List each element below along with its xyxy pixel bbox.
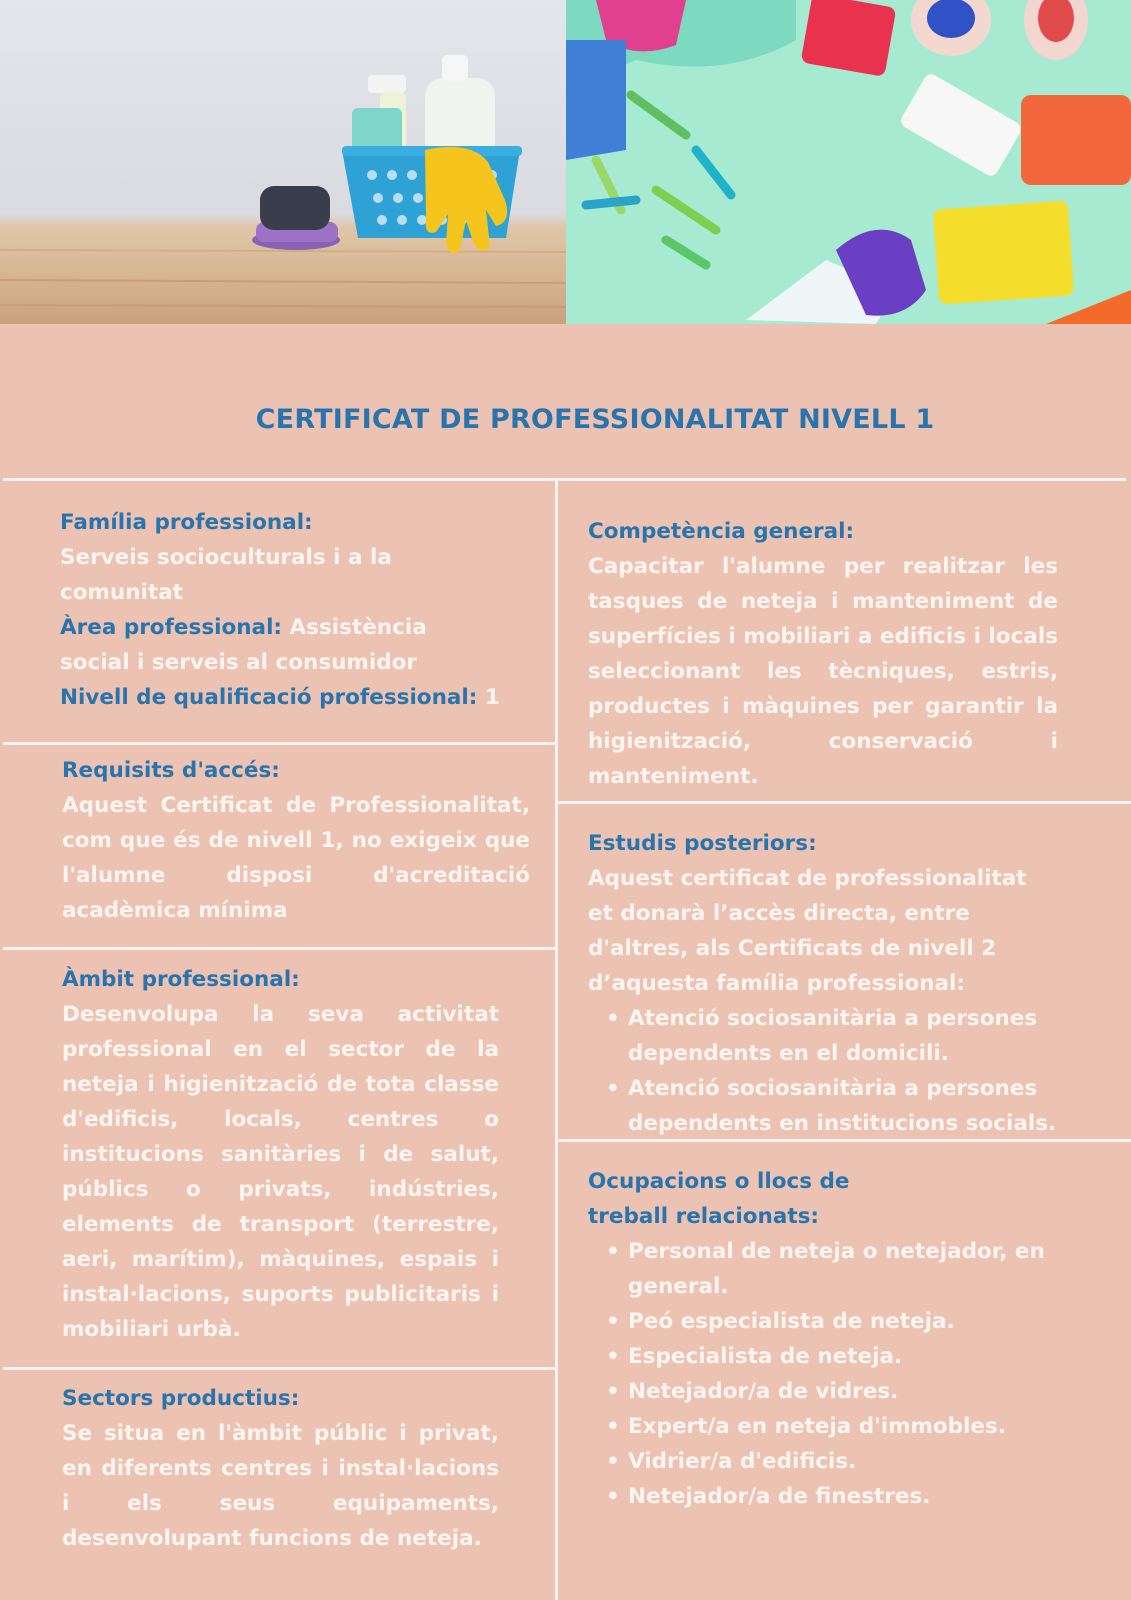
cleaning-basket-illustration xyxy=(0,0,566,324)
jobs-section xyxy=(588,1164,1058,1514)
area-value: Assistència social i serveis al consumidor xyxy=(60,615,427,675)
list-item: • Netejador/a de finestres. xyxy=(628,1479,1058,1514)
divider xyxy=(3,947,555,950)
divider xyxy=(3,1367,555,1370)
sectors-section xyxy=(62,1381,499,1556)
scope-section xyxy=(62,962,499,1347)
level-value: 1 xyxy=(484,685,500,710)
competence-text: Capacitar l'alumne per realitzar les tasques de neteja i manteniment de superfícies i mobiliari a edificis i locals seleccionant les tècniques, estris, productes i màquines per garantir la higienització, conservació i manteniment. xyxy=(588,554,1058,789)
list-item: • Expert/a en neteja d'immobles. xyxy=(628,1409,1058,1444)
list-item: • Personal de neteja o netejador, en general. xyxy=(628,1234,1058,1304)
cleaning-supplies-photo xyxy=(566,0,1131,324)
requirements-heading: Requisits d'accés: xyxy=(62,758,280,783)
further-studies-list xyxy=(588,1001,1058,1141)
list-item: • Vidrier/a d'edificis. xyxy=(628,1444,1058,1479)
page-title: CERTIFICAT DE PROFESSIONALITAT NIVELL 1 xyxy=(255,404,935,435)
divider xyxy=(3,742,555,745)
family-section xyxy=(60,505,500,715)
scope-text: Desenvolupa la seva activitat professional en el sector de la neteja i higienització de tota classe d'edificis, locals, centres o institucions sanitàries i de salut, públics o privats, indústries, elements de transport (terrestre, aeri, marítim), màquines, espais i instal·lacions, suports publicitaris i mobiliari urbà. xyxy=(62,1002,499,1342)
scope-heading: Àmbit professional: xyxy=(62,967,300,992)
area-label: Àrea professional: xyxy=(60,615,283,640)
list-item: • Peó especialista de neteja. xyxy=(628,1304,1058,1339)
further-studies-intro: Aquest certificat de professionalitat et donarà l’accès directa, entre d'altres, als Certificats de nivell 2 d’aquesta família professional: xyxy=(588,866,1027,996)
sectors-text: Se situa en l'àmbit públic i privat, en diferents centres i instal·lacions i els seus equipaments, desenvolupant funcions de neteja. xyxy=(62,1421,499,1551)
level-label: Nivell de qualificació professional: xyxy=(60,685,478,710)
cleaning-basket-photo xyxy=(0,0,566,324)
further-studies-section xyxy=(588,826,1058,1141)
family-value: Serveis socioculturals i a la comunitat xyxy=(60,545,392,605)
jobs-list xyxy=(588,1234,1058,1514)
jobs-heading: Ocupacions o llocs de treball relacionats: xyxy=(588,1169,850,1229)
list-item: • Atenció sociosanitària a persones dependents en institucions socials. xyxy=(628,1071,1058,1141)
divider xyxy=(3,478,1126,481)
competence-heading: Competència general: xyxy=(588,519,855,544)
divider xyxy=(558,801,1131,804)
requirements-text: Aquest Certificat de Professionalitat, com que és de nivell 1, no exigeix que l'alumne disposi d'acreditació acadèmica mínima xyxy=(62,793,530,923)
further-studies-heading: Estudis posteriors: xyxy=(588,831,817,856)
sectors-heading: Sectors productius: xyxy=(62,1386,300,1411)
list-item: • Netejador/a de vidres. xyxy=(628,1374,1058,1409)
divider xyxy=(555,480,558,1600)
family-label: Família professional: xyxy=(60,510,313,535)
requirements-section xyxy=(62,753,530,928)
list-item: • Especialista de neteja. xyxy=(628,1339,1058,1374)
cleaning-supplies-illustration xyxy=(566,0,1131,324)
list-item: • Atenció sociosanitària a persones dependents en el domicili. xyxy=(628,1001,1058,1071)
competence-section xyxy=(588,514,1058,794)
